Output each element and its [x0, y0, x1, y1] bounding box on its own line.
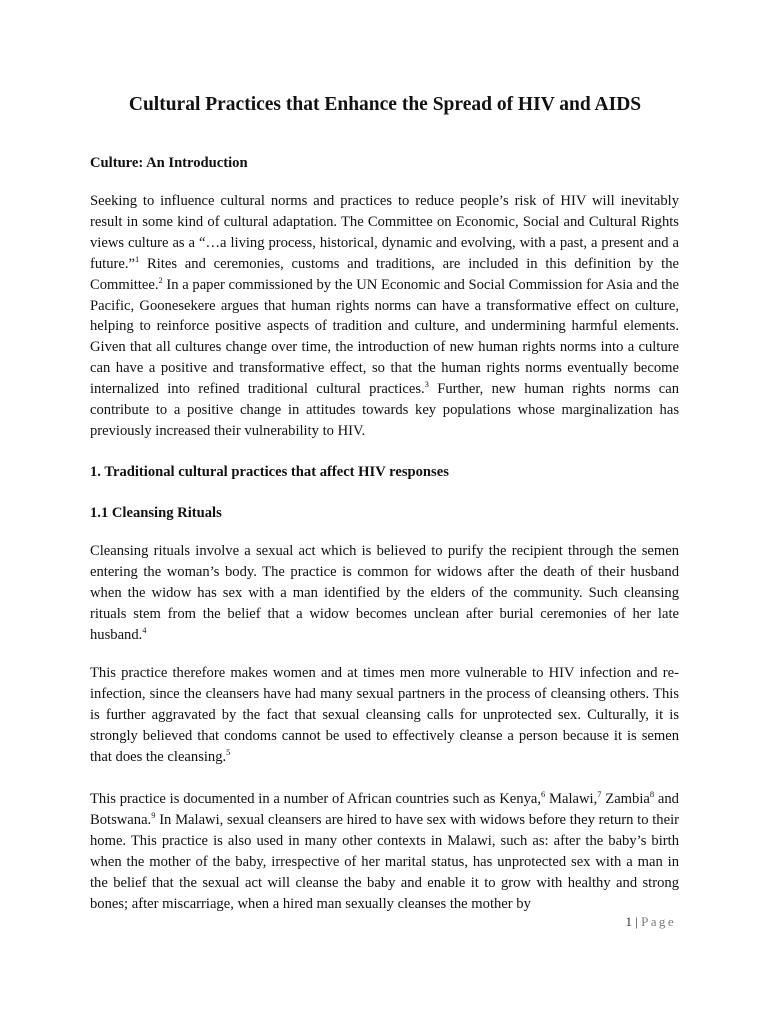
cleansing-paragraph-2 — [90, 663, 679, 768]
text-run: In a paper commissioned by the UN Economic and Social Commission for Asia and the Pacific, Goonesekere argues that human rights norms can have a transformative effect on culture, helping to reinforce positive aspects of tradition and culture, and undermining harmful elements. Given that all cultures change over time, the introduction of new human rights norms into a culture can have a positive and transformative effect, so that the human rights norms eventually become internalized into refined traditional cultural practices. — [90, 276, 679, 398]
section-heading-traditional-practices: 1. Traditional cultural practices that affect HIV responses — [90, 464, 449, 480]
text-run: Rites and ceremonies, customs and traditions, are included in this definition by the Committee. — [90, 255, 679, 293]
footnote-ref[interactable]: 6 — [541, 789, 546, 799]
footnote-ref[interactable]: 5 — [226, 746, 231, 757]
document-title: Cultural Practices that Enhance the Spread of HIV and AIDS — [128, 94, 642, 115]
text-run: and Botswana. — [90, 791, 679, 828]
footnote-ref[interactable]: 3 — [424, 379, 429, 390]
subsection-heading-cleansing-rituals: 1.1 Cleansing Rituals — [90, 505, 222, 521]
text-run: Seeking to influence cultural norms and practices to reduce people’s risk of HIV will inevitably result in some kind of cultural adaptation. The Committee on Economic, Social and Cultural Rights views culture as a “…a living process, historical, dynamic and evolving, with a past, a present and a future.” — [90, 193, 679, 272]
text-run: Further, new human rights norms can contribute to a positive change in attitudes towards key populations whose marginalization has previously increased their vulnerability to HIV. — [90, 381, 679, 439]
footnote-ref[interactable]: 7 — [597, 789, 602, 799]
cleansing-paragraph-1 — [90, 541, 679, 646]
page-label: Page — [641, 914, 676, 929]
section-heading-culture: Culture: An Introduction — [90, 155, 248, 171]
text-run: Cleansing rituals involve a sexual act which is believed to purify the recipient through the semen entering the woman’s body. The practice is common for widows after the death of their husband when the widow has sex with a man identified by the elders of the community. Such cleansing rituals stem from the belief that a widow becomes unclean after burial ceremonies of her late husband. — [90, 543, 679, 643]
cleansing-paragraph-3 — [90, 789, 679, 914]
text-run: This practice is documented in a number of African countries such as Kenya, — [90, 791, 541, 807]
intro-paragraph — [90, 191, 679, 442]
footnote-ref[interactable]: 2 — [158, 274, 163, 285]
footnote-ref[interactable]: 9 — [151, 809, 156, 820]
footnote-ref[interactable]: 1 — [134, 253, 140, 264]
page-number: 1 — [625, 914, 633, 929]
footnote-ref[interactable]: 4 — [142, 624, 147, 635]
footer-separator: | — [632, 914, 642, 929]
text-run: Malawi, — [545, 791, 598, 807]
footnote-ref[interactable]: 8 — [649, 789, 655, 799]
text-run: Zambia — [601, 791, 650, 807]
text-run: In Malawi, sexual cleansers are hired to have sex with widows before they return to their home. This practice is also used in many other contexts in Malawi, such as: after the baby’s birth when the mother of the baby, irrespective of her marital status, has unprotected sex with a man in the belief that the sexual act will cleanse the baby and enable it to grow with healthy and strong bones; after miscarriage, when a hired man sexually cleanses the mother by — [90, 811, 679, 912]
page-footer — [626, 914, 676, 930]
text-run: This practice therefore makes women and at times men more vulnerable to HIV infection and re-infection, since the cleansers have had many sexual partners in the process of cleansing others. This is further aggravated by the fact that sexual cleansing calls for unprotected sex. Culturally, it is strongly believed that condoms cannot be used to effectively cleanse a person because it is semen that does the cleansing. — [90, 665, 679, 765]
